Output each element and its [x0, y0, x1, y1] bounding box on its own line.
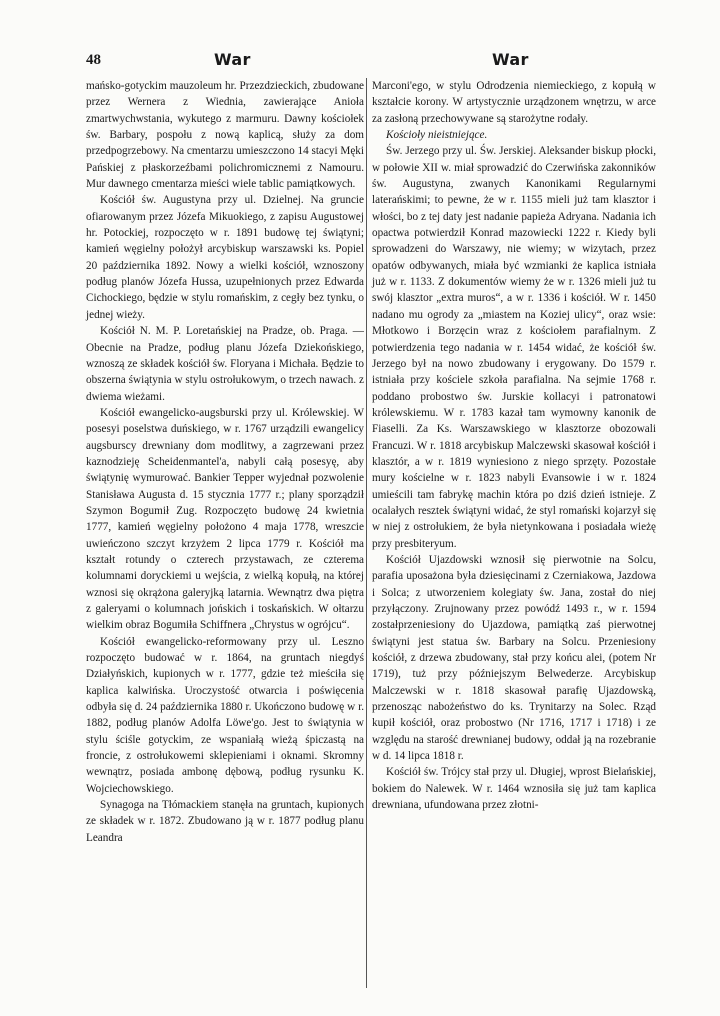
section-heading-text: Kościoły nieistniejące. [386, 129, 488, 142]
paragraph: Synagoga na Tłómackiem stanęła na gruntach, kupionych ze składek w r. 1872. Zbudowano ją w r. 1877 podług planu Leandra [86, 799, 364, 844]
paragraph: Kościół ewangelicko-augsburski przy ul. Królewskiej. W posesyi poselstwa duńskiego, w r. 1767 urządzili ewangelicy augsburscy drewniany dom modlitwy, a zagrzewani przez kaznodzieję Scheidenmantel'a, nabyli całą posesyę, aby świątynię wymurować. Bankier Tepper wyjednał pozwolenie Stanisława Augusta d. 15 stycznia 1777 r.; plany sporządził Szymon Bogumił Zug. Rozpoczęto budowę 24 kwietnia 1777, kamień węgielny położono 4 maja 1778, wreszcie uwieńczono szczyt krzyżem 2 lipca 1779 r. Kościół ma kształt rotundy o czterech przystawach, ze czterema kolumnami doryckiemi u wejścia, z wielką kopułą, na której wznosi się okrążona galeryjką latarnia. Wewnątrz dwa piętra z galeryami o kolumnach jońskich i toskańskich. W ołtarzu wielkim obraz Bogumiła Schiffnera „Chrystus w ogrójcu“. [86, 406, 364, 632]
running-head-left: War [214, 50, 251, 69]
paragraph: Św. Jerzego przy ul. Św. Jerskiej. Aleksander biskup płocki, w połowie XII w. miał sprowadzić do Czerwińska zakonników św. Augustyna, zwanych Kanonikami Regularnymi laterańskimi; to pewne, że w r. 1155 mieli już tam klasztor i włości, bo z tej daty jest nadanie papieża Adryana. Nadania ich opactwa potwierdził Konrad mazowiecki 1222 r. Kiedy byli sprowadzeni do Warszawy, nie wiemy; w wizytach, przez opatów odbywanych, miała być wzmianki że kaplica istniała już w r. 1133. Z dokumentów wiemy że w r. 1326 mieli już tu swój klasztor „extra muros“, a w r. 1336 i kościół. W r. 1450 nadano mu ogrody za „miastem na Koziej ulicy“, oraz wsie: Młotkowo i Borzęcin wraz z kościołem parafialnym. Z potwierdzenia tego nadania w r. 1454 widać, że kościół św. Jerzego był na nowo zbudowany i erygowany. Do 1579 r. istniała przy kościele szkoła parafialna. Na sejmie 1768 r. poddano probostwo św. Jurskie kollacyi i patronatowi królewskiemu. W r. 1783 kazał tam wymowny kanonik de Fiaselli. Za Ks. Warszawskiego w klasztorze obozowali Francuzi. W r. 1818 arcybiskup Malczewski skasował kościół i klasztór, a w r. 1819 wyniesiono z niego sprzęty. Pozostałe mury kościelne w r. 1823 nabyli Evansowie i w r. 1824 umieścili tam fabrykę machin która po dziś dzień istnieje. Z ocalałych resztek świątyni widać, że styl romański kojarzył się w niej z ostrołukiem, że była nietynkowana i posiadała wieżę przy presbiteryum. [372, 145, 656, 550]
right-column [372, 78, 656, 813]
paragraph: Kościół ewangelicko-reformowany przy ul. Leszno rozpoczęto budować w r. 1864, na gruntach niegdyś Działyńskich, kupionych w r. 1777, gdzie też mieściła się kaplica kalwińska. Uroczystość otwarcia i poświęcenia odbyła się d. 24 października 1880 r. Ukończono budowę w r. 1882, podług planów Adolfa Löwe'go. Jest to świątynia w stylu ściśle gotyckim, ze wspaniałą wieżą śpiczastą na froncie, z ostrołukowemi sklepieniami i oknami. Skromny wewnątrz, posiada ambonę dębową, podług rysunku K. Wojciechowskiego. [86, 635, 364, 795]
left-column [86, 78, 364, 846]
paragraph: Kościół Ujazdowski wznosił się pierwotnie na Solcu, parafia uposażona była dziesięcinami z Czerniakowa, Jazdowa i Solca; z utworzeniem kolegiaty św. Jana, został do niej przyłączony. Zrujnowany przez powódź 1493 r., w r. 1594 zostałprzeniesiony do Ujazdowa, pamiątką zaś pierwotnej świątyni jest statua św. Barbary na Solcu. Przeniesiony kościół, z drzewa zbudowany, stał przy końcu alei, (potem Nr 1719), tuż przy późniejszym Belwederze. Arcybiskup Malczewski w r. 1818 skasował parafię Ujazdowską, przenosząc nabożeństwo do ks. Trynitarzy na Solec. Rząd kupił kościół, oraz probostwo (Nr 1716, 1717 i 1718) i ze względu na starość drewnianej budowy, oddał ją na rozebranie w d. 14 lipca 1818 r. [372, 553, 656, 763]
page-header [86, 50, 654, 72]
paragraph: Marconi'ego, w stylu Odrodzenia niemieckiego, z kopułą w kształcie korony. W artystycznie urządzonem wnętrzu, w arce za zasłoną przechowywane są starożytne rodały. [372, 80, 656, 125]
paragraph: mańsko-gotyckim mauzoleum hr. Przezdzieckich, zbudowane przez Wernera z Wiednia, zawierające Anioła zmartwychwstania, wykutego z marmuru. Dawny kościołek św. Barbary, pospołu z nową kaplicą, służy za dom przedpogrzebowy. Na cmentarzu umieszczono 14 stacyi Męki Pańskiej z płaskorzeźbami polichromicznemi z Namouru. Mur dawnego cmentarza mieści wiele tablic pamiątkowych. [86, 80, 364, 191]
paragraph: Kościół św. Augustyna przy ul. Dzielnej. Na gruncie ofiarowanym przez Józefa Mikuokiego, z zapisu Augustowej hr. Potockiej, rozpoczęto w r. 1891 budowę tej świątyni; kamień węgielny położył arcybiskup warszawski ks. Popiel 20 października 1892. Nowy a wielki kościół, wznoszony podług planów Józefa Hussa, uzupełnionych przez Edwarda Cichockiego, będzie w stylu romańskim, z cegły bez tynku, o jednej wieży. [86, 194, 364, 321]
page-number: 48 [86, 52, 101, 68]
column-divider [366, 78, 367, 988]
running-head-right: War [492, 50, 529, 69]
paragraph: Kościół N. M. P. Loretańskiej na Pradze, ob. Praga. — Obecnie na Pradze, podług planu Józefa Dziekońskiego, wznoszą ze składek kościół św. Floryana i Michała. Będzie to obszerna świątynia w stylu ostrołukowym, o trzech nawach. z dwiema wieżami. [86, 325, 364, 403]
section-heading [372, 127, 656, 143]
paragraph: Kościół św. Trójcy stał przy ul. Długiej, wprost Bielańskiej, bokiem do Nalewek. W r. 1464 wznosiła się już tam kaplica drewniana, ufundowana przez złotni- [372, 766, 656, 812]
